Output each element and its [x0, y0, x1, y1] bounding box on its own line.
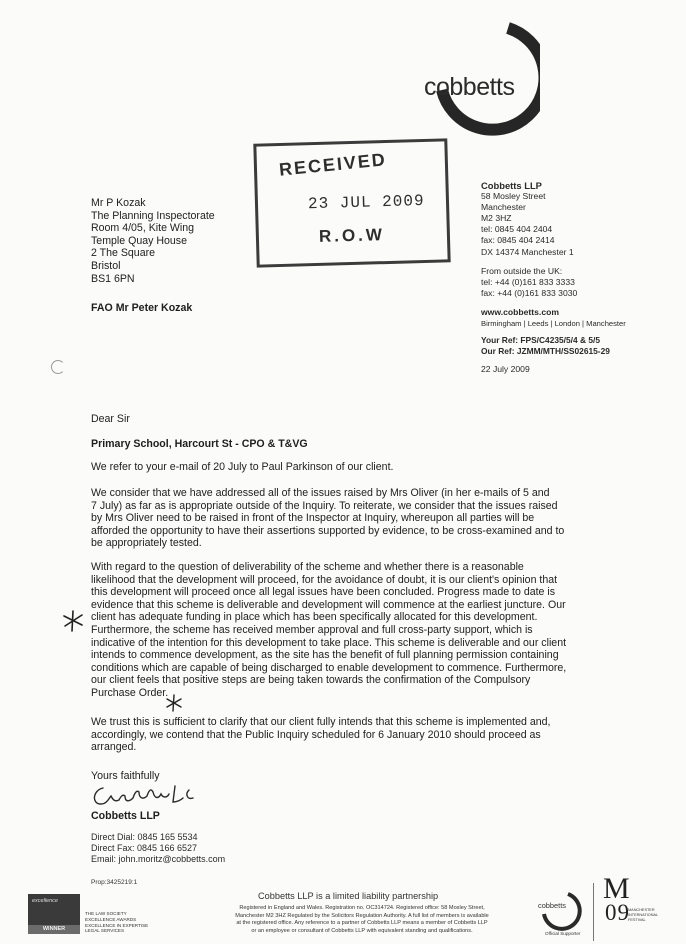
letter-date: 22 July 2009 [481, 364, 530, 375]
paragraph-line: Furthermore, the scheme has received member approval and full cross-party support, which is [91, 623, 533, 636]
sender-address-line: 58 Mosley Street [481, 191, 546, 202]
paragraph-line: conditions which are capable of being discharged to enable development to commence. Furthermore, [91, 661, 567, 674]
excellence-award-logo [28, 894, 80, 934]
paragraph-3 [91, 561, 611, 700]
address-line: Mr P Kozak [91, 197, 146, 209]
supporter-caption: Official Supporter [545, 931, 581, 936]
address-line: Room 4/05, Kite Wing [91, 222, 195, 235]
signatory: Cobbetts LLP [91, 810, 160, 822]
sender-block [481, 180, 626, 375]
address-line: Temple Quay House [91, 234, 187, 247]
supporter-logo-arc [538, 888, 582, 932]
award-caption-line: THE LAW SOCIETY [85, 911, 127, 916]
m09-logo-year: 09 [605, 900, 630, 925]
paragraph-line: likelihood that the development will proceed, for the avoidance of doubt, it is our client's opinion that [91, 573, 558, 586]
handwritten-asterisk-mark [165, 694, 183, 712]
letter-subject: Primary School, Harcourt St - CPO & T&VG [91, 438, 308, 450]
paragraph-line: We trust this is sufficient to clarify that our client fully intends that this scheme is implemented and, [91, 716, 551, 728]
stamp-dept: R.O.W [318, 225, 386, 246]
m09-logo-m: M [603, 872, 630, 905]
handwritten-signature [89, 782, 209, 810]
supporter-logo: cobbetts [538, 901, 566, 910]
punch-hole-mark [51, 360, 65, 374]
contact-details [91, 832, 225, 865]
outside-uk-tel: tel: +44 (0)161 833 3333 [481, 276, 575, 287]
paragraph-4 [91, 716, 611, 754]
paragraph-line: indicative of the intention for this development to take place. This scheme is deliverable and our client [91, 636, 567, 649]
footer-divider [593, 883, 594, 941]
legal-notice [176, 905, 548, 936]
award-caption-line: LEGAL SERVICES [85, 928, 125, 934]
address-line: BS1 6PN [91, 272, 135, 285]
award-caption [85, 911, 148, 934]
email[interactable]: Email: john.moritz@cobbetts.com [91, 854, 226, 865]
salutation: Dear Sir [91, 413, 130, 425]
paragraph-1 [91, 461, 611, 474]
paragraph-line: Purchase Order. [91, 686, 169, 699]
address-line: The Planning Inspectorate [91, 209, 215, 222]
prop-reference: Prop:3425219:1 [91, 879, 138, 886]
sender-fax: fax: 0845 404 2414 [481, 235, 555, 246]
paragraph-line: afforded the opportunity to have their assertions supported by evidence, to be cross-examined and to [91, 524, 565, 537]
website-link[interactable]: www.cobbetts.com [481, 306, 559, 317]
outside-uk-label: From outside the UK: [481, 265, 563, 276]
award-caption-line: EXCELLENCE IN EXPERTISE [85, 922, 149, 928]
fao-line: FAO Mr Peter Kozak [91, 302, 193, 314]
office-list: Birmingham | Leeds | London | Manchester [481, 319, 626, 329]
stamp-title: RECEIVED [278, 149, 388, 180]
paragraph-line: by Mrs Oliver need to be raised in front of the Inspector at Inquiry, whereupon all parties will be [91, 512, 535, 525]
sender-dx: DX 14374 Manchester 1 [481, 246, 574, 257]
stamp-date: 23 JUL 2009 [307, 191, 425, 214]
address-line: 2 The Square [91, 247, 156, 260]
legal-line: at the registered office. Any reference to a partner of Cobbetts LLP means a member of Cobbetts LLP [236, 920, 488, 927]
your-ref: Your Ref: FPS/C4235/5/4 & 5/5 [481, 335, 600, 346]
our-ref: Our Ref: JZMM/MTH/SS02615-29 [481, 346, 610, 357]
closing: Yours faithfully [91, 770, 160, 782]
paragraph-line: arranged. [91, 741, 137, 754]
paragraph-2 [91, 487, 611, 550]
paragraph-line: We refer to your e-mail of 20 July to Paul Parkinson of our client. [91, 461, 394, 473]
direct-dial: Direct Dial: 0845 165 5534 [91, 832, 198, 842]
handwritten-asterisk-mark [62, 609, 84, 633]
sender-address-line: M2 3HZ [481, 213, 512, 224]
sender-name: Cobbetts LLP [481, 180, 542, 191]
paragraph-line: We consider that we have addressed all of the issues raised by Mrs Oliver (in her e-mails of 5 and [91, 487, 550, 499]
address-line: Bristol [91, 259, 121, 272]
m09-caption: MANCHESTER INTERNATIONAL FESTIVAL [628, 908, 658, 922]
paragraph-line: client has adequate funding in place which has been specifically allocated for this development. [91, 611, 538, 624]
legal-line: or an employee or consultant of Cobbetts LLP with equivalent standing and qualifications. [251, 928, 473, 935]
paragraph-line: 7 July) as far as is appropriate outside of the Inquiry. To reiterate, we consider that the issues raised [91, 499, 558, 512]
legal-line: Registered in England and Wales. Registration no. OC314724. Registered office: 58 Mosley Street, [239, 905, 485, 911]
received-stamp [253, 138, 450, 267]
paragraph-line: accordingly, we contend that the Public Inquiry scheduled for 6 January 2010 should proceed as [91, 728, 541, 741]
sender-tel: tel: 0845 404 2404 [481, 224, 553, 235]
winner-label: WINNER [28, 925, 80, 934]
paragraph-line: With regard to the question of deliverability of the scheme and whether there is a reasonable [91, 561, 524, 573]
paragraph-line: this development will proceed once all legal issues have been concluded. Progress made to date is [91, 586, 556, 599]
outside-uk-fax: fax: +44 (0)161 833 3030 [481, 287, 578, 298]
sender-address-line: Manchester [481, 202, 526, 213]
award-caption-line: EXCELLENCE AWARDS [85, 916, 137, 922]
cobbetts-logo: cobbetts [424, 73, 515, 101]
paragraph-line: our client feels that positive steps are being taken towards the confirmation of the Compulsory [91, 674, 531, 687]
legal-line: Manchester M2 3HZ Regulated by the Solicitors Regulation Authority. A full list of members is available [235, 912, 489, 919]
paragraph-line: intends to commence development, as the site has the benefit of full planning permission containing [91, 649, 559, 662]
recipient-address [91, 197, 215, 285]
partnership-notice: Cobbetts LLP is a limited liability partnership [258, 891, 439, 901]
paragraph-line: evidence that this scheme is deliverable and development will commence at the earliest juncture. Our [91, 598, 566, 611]
award-logo-text: excellence [32, 898, 58, 904]
paragraph-line: be appropriately tested. [91, 537, 202, 550]
direct-fax: Direct Fax: 0845 166 6527 [91, 843, 198, 854]
